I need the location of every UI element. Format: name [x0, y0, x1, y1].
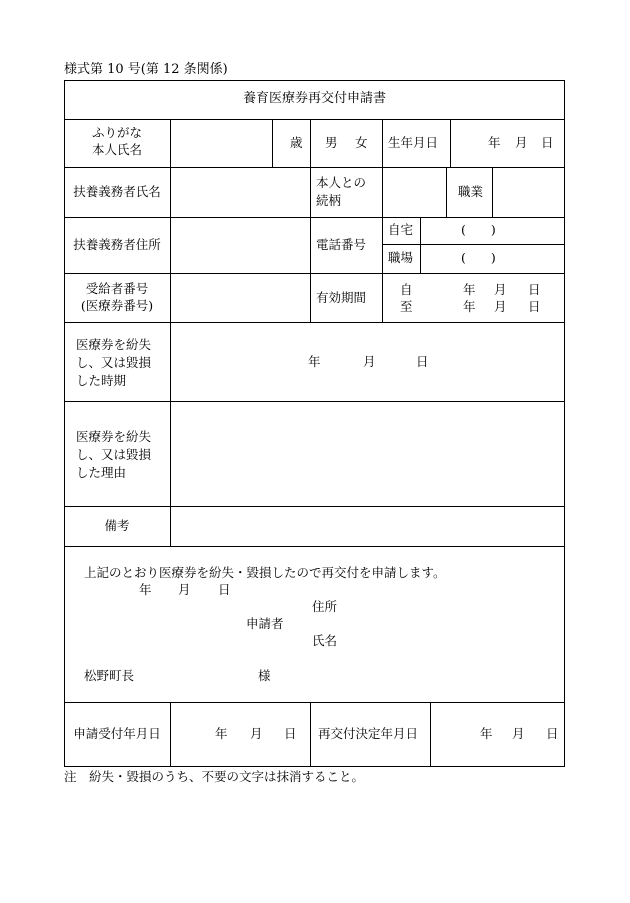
name-label: 本人氏名 [91, 142, 142, 157]
dob-label: 生年月日 [388, 135, 439, 150]
validity-from-month: 月 [494, 282, 507, 297]
male-option: 男 [325, 135, 338, 150]
mayor-addressee: 松野町長 [84, 668, 135, 683]
reissue-year: 年 [480, 726, 493, 741]
validity-from-day: 日 [528, 282, 541, 297]
validity-to-label: 至 [400, 299, 413, 314]
honorific: 様 [258, 668, 271, 683]
address-label: 住所 [312, 599, 338, 614]
application-day: 日 [218, 582, 231, 597]
reissue-day: 日 [546, 726, 559, 741]
applicant-label: 申請者 [246, 616, 284, 631]
lost-time-year: 年 [308, 354, 321, 369]
lost-time-month: 月 [363, 354, 376, 369]
form-number: 様式第 10 号(第 12 条関係) [64, 62, 228, 77]
validity-from-year: 年 [463, 282, 476, 297]
work-phone-area: ( ) [461, 250, 496, 265]
occupation-label: 職業 [458, 184, 484, 199]
validity-to-month: 月 [494, 299, 507, 314]
guardian-name-label: 扶養義務者氏名 [73, 184, 161, 199]
dob-month: 月 [515, 135, 528, 150]
recipient-number-label: 受給者番号 [85, 281, 149, 296]
validity-from-label: 自 [400, 282, 413, 297]
validity-to-year: 年 [463, 299, 476, 314]
receipt-day: 日 [284, 726, 297, 741]
reissue-month: 月 [512, 726, 525, 741]
lost-time-label: 医療券を紛失し、又は毀損した時期 [76, 337, 152, 388]
guardian-address-label: 扶養義務者住所 [73, 237, 161, 252]
form-title: 養育医療券再交付申請書 [242, 91, 386, 106]
applicant-name-label: 氏名 [312, 633, 338, 648]
female-option: 女 [355, 135, 368, 150]
receipt-date-label: 申請受付年月日 [73, 726, 161, 741]
application-year: 年 [139, 582, 152, 597]
application-month: 月 [178, 582, 191, 597]
lost-time-day: 日 [416, 354, 429, 369]
relation-label: 本人との続柄 [316, 175, 367, 208]
age-unit: 歳 [290, 135, 303, 150]
work-phone-label: 職場 [388, 250, 414, 265]
remarks-label: 備考 [104, 518, 130, 533]
dob-day: 日 [541, 135, 554, 150]
receipt-month: 月 [250, 726, 263, 741]
reissue-date-label: 再交付決定年月日 [318, 726, 419, 741]
phone-label: 電話番号 [316, 237, 367, 252]
application-statement: 上記のとおり医療券を紛失・毀損したので再交付を申請します。 [84, 565, 446, 580]
receipt-year: 年 [215, 726, 228, 741]
validity-label: 有効期間 [316, 290, 367, 305]
lost-reason-label: 医療券を紛失し、又は毀損した理由 [76, 429, 152, 480]
home-phone-area: ( ) [461, 222, 496, 237]
furigana-label: ふりがな [91, 125, 142, 140]
validity-to-day: 日 [528, 299, 541, 314]
home-phone-label: 自宅 [388, 222, 414, 237]
footer-note: 注 紛失・毀損のうち、不要の文字は抹消すること。 [64, 769, 365, 784]
dob-year: 年 [488, 135, 501, 150]
ticket-number-label: (医療券番号) [80, 298, 154, 313]
